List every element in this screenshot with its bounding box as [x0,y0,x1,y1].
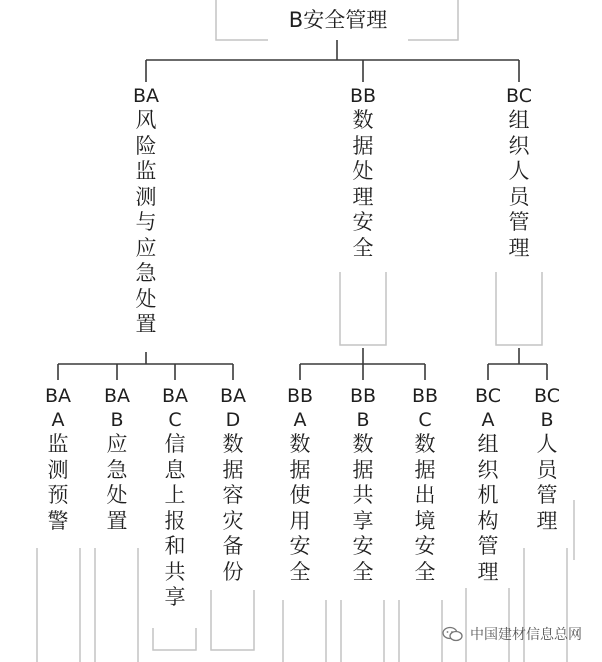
node-sub-code: B [356,409,370,431]
node-sub-code: C [418,409,432,431]
level2-node-bbc [405,384,445,585]
node-sub-code: A [481,409,495,431]
root-node-label: B安全管理 [268,6,408,34]
node-code: BA [103,385,131,407]
node-code: BC [475,385,501,407]
node-sub-code: B [110,409,124,431]
level2-node-bcb [527,384,567,534]
node-text: 信息上报和共享 [164,432,186,609]
node-text: 数据出境安全 [414,432,436,584]
level1-node-bb [343,84,383,261]
node-text: 数据容灾备份 [222,432,244,584]
node-code: BB [411,385,439,407]
node-code: BB [349,85,377,107]
node-text: 人员管理 [536,432,558,533]
node-sub-code: C [168,409,182,431]
node-code: BA [44,385,72,407]
level1-node-bc [499,84,539,261]
level2-node-bac [155,384,195,611]
node-code: BA [219,385,247,407]
node-text: 风险监测与应急处置 [135,108,157,336]
node-code: BA [161,385,189,407]
node-code: BC [506,85,532,107]
node-sub-code: A [51,409,65,431]
level2-node-bad [213,384,253,585]
node-code: BB [286,385,314,407]
wechat-icon [442,626,464,642]
level2-node-bbb [343,384,383,585]
node-sub-code: D [225,409,241,431]
node-text: 应急处置 [106,432,128,533]
node-text: 数据处理安全 [352,108,374,260]
level1-node-ba [126,84,166,338]
node-text: 组织机构管理 [477,432,499,584]
node-text: 数据共享安全 [352,432,374,584]
level2-node-bab [97,384,137,534]
node-text: 组织人员管理 [508,108,530,260]
node-code: BC [534,385,560,407]
level2-node-bba [280,384,320,585]
watermark-text: 中国建材信息总网 [470,627,582,643]
level2-node-baa [38,384,78,534]
node-text: 数据使用安全 [289,432,311,584]
node-sub-code: B [540,409,554,431]
watermark [442,624,582,644]
level2-node-bca [468,384,508,585]
node-code: BB [349,385,377,407]
node-text: 监测预警 [47,432,69,533]
node-sub-code: A [293,409,307,431]
node-code: BA [132,85,160,107]
